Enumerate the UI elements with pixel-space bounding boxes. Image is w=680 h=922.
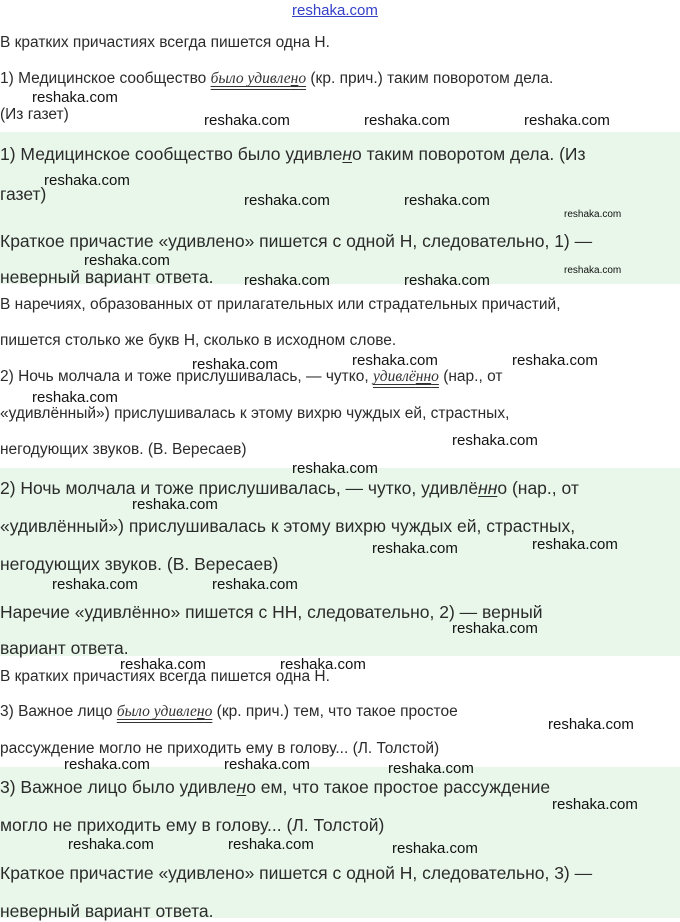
watermark: reshaka.com [244,272,330,289]
watermark: reshaka.com [364,112,450,129]
watermark: reshaka.com [388,760,474,777]
watermark: reshaka.com [68,836,154,853]
answer-1-verdict: неверный вариант ответа. [0,267,214,287]
answer-2-line-2: «удивлённый») прислушивалась к этому вихрю чуждых ей, страстных, [0,516,576,536]
watermark: reshaka.com [292,460,378,477]
question-1-text: 1) Медицинское сообщество [0,70,211,87]
watermark: reshaka.com [512,352,598,369]
rule-adverbs-line-1: В наречиях, образованных от прилагательных или страдательных причастий, [0,296,561,313]
answer-3-line-2: могло не приходить ему в голову... (Л. Толстой) [0,815,385,835]
watermark: reshaka.com [564,209,622,220]
question-2-line-3: негодующих звуков. (В. Вересаев) [0,441,247,458]
question-3-line-1: 3) Важное лицо было удивлено (кр. прич.) тем, что такое простое [0,703,458,720]
watermark: reshaka.com [32,89,118,106]
answer-1-line-2: газет) [0,184,47,204]
rule-adverbs-line-2: пишется столько же букв Н, сколько в исходном слове. [0,332,397,349]
watermark: reshaka.com [120,656,206,673]
watermark: reshaka.com [192,356,278,373]
question-2-line-1: 2) Ночь молчала и тоже прислушивалась, — чутко, удивлённо (нар., от [0,368,503,385]
handwritten-word-3: было удивлено [116,703,213,720]
site-header-link[interactable]: reshaka.com [292,2,378,19]
watermark: reshaka.com [404,272,490,289]
watermark: reshaka.com [84,252,170,269]
watermark: reshaka.com [212,576,298,593]
answer-2-explanation: Наречие «удивлённо» пишется с НН, следовательно, 2) — верный [0,602,543,622]
watermark: reshaka.com [548,716,634,733]
watermark: reshaka.com [204,112,290,129]
watermark: reshaka.com [372,540,458,557]
watermark: reshaka.com [552,796,638,813]
watermark: reshaka.com [352,352,438,369]
answer-1-explanation: Краткое причастие «удивлено» пишется с одной Н, следовательно, 1) — [0,231,593,251]
rule-short-participle-3: В кратких причастиях всегда пишется одна Н. [0,668,330,685]
watermark: reshaka.com [64,756,150,773]
question-3-line-2: рассуждение могло не приходить ему в голову... (Л. Толстой) [0,740,440,757]
answer-2-verdict: вариант ответа. [0,638,129,658]
watermark: reshaka.com [132,496,218,513]
watermark: reshaka.com [280,656,366,673]
watermark: reshaka.com [224,756,310,773]
handwritten-word-2: удивлённо [372,368,439,385]
handwritten-word-1: было удивлено [210,70,307,87]
watermark: reshaka.com [392,840,478,857]
answer-2-line-1: 2) Ночь молчала и тоже прислушивалась, — чутко, удивлённо (нар., от [0,478,579,498]
watermark: reshaka.com [244,192,330,209]
watermark: reshaka.com [452,432,538,449]
watermark: reshaka.com [532,536,618,553]
answer-2-line-3: негодующих звуков. (В. Вересаев) [0,554,279,574]
watermark: reshaka.com [228,836,314,853]
answer-3-explanation: Краткое причастие «удивлено» пишется с одной Н, следовательно, 3) — [0,863,593,883]
rule-short-participle-1: В кратких причастиях всегда пишется одна Н. [0,34,330,51]
watermark: reshaka.com [524,112,610,129]
answer-3-line-1: 3) Важное лицо было удивлено ем, что такое простое рассуждение [0,777,551,797]
question-2-line-2: «удивлённый») прислушивалась к этому вихрю чуждых ей, страстных, [0,405,510,422]
answer-1-line-1: 1) Медицинское сообщество было удивлено таким поворотом дела. (Из [0,144,586,164]
question-1-note: (кр. прич.) таким поворотом дела. [306,70,554,87]
watermark: reshaka.com [44,172,130,189]
watermark: reshaka.com [564,265,622,276]
answer-3-verdict: неверный вариант ответа. [0,901,214,921]
watermark: reshaka.com [404,192,490,209]
question-1-line-1 [0,70,553,88]
watermark: reshaka.com [32,389,118,406]
watermark: reshaka.com [52,576,138,593]
question-1-source: (Из газет) [0,106,69,123]
watermark: reshaka.com [452,620,538,637]
answer-2-block [0,468,680,656]
